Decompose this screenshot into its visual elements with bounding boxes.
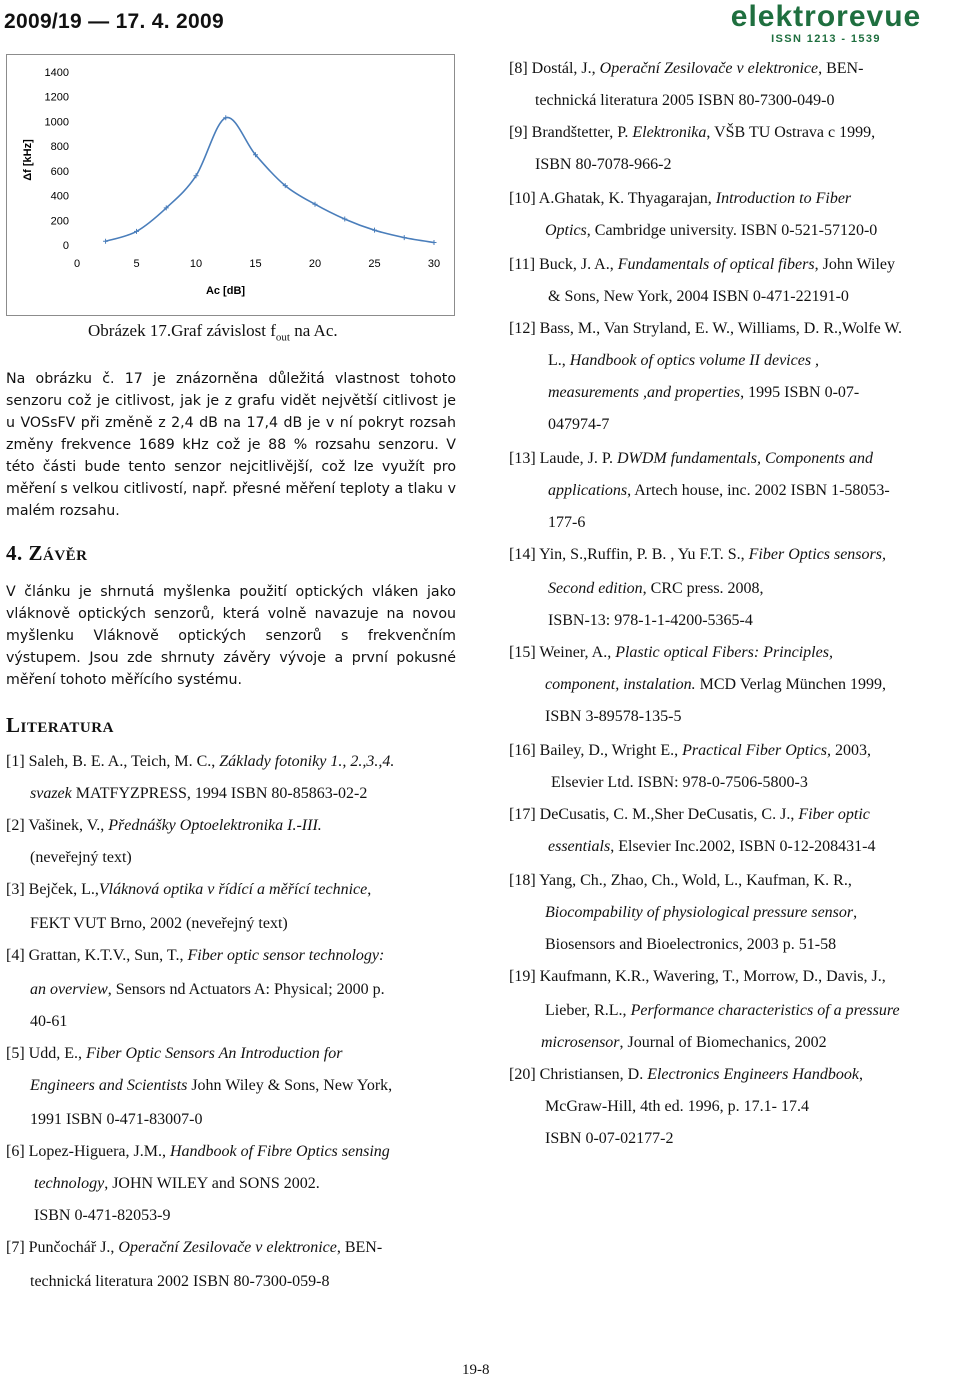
reference-text: ISBN 0-07-02177-2 bbox=[545, 1130, 674, 1147]
reference-text: Operační Zesilovače v elektronice bbox=[599, 60, 819, 77]
reference-text: Operační Zesilovače v elektronice bbox=[118, 1239, 337, 1256]
reference-line bbox=[545, 935, 836, 955]
reference-text: , JOHN WILEY and SONS 2002. bbox=[104, 1175, 320, 1192]
reference-text: , Journal of Biomechanics, 2002 bbox=[619, 1034, 827, 1051]
reference-text: ISBN 0-471-82053-9 bbox=[34, 1207, 171, 1224]
reference-text: ISBN 80-7078-966-2 bbox=[535, 156, 672, 173]
x-tick-label: 30 bbox=[427, 258, 441, 270]
reference-text: 40-61 bbox=[30, 1013, 68, 1030]
y-tick-label: 1400 bbox=[44, 67, 69, 79]
reference-line bbox=[34, 1206, 170, 1226]
reference-text: Biocompability of physiological pressure sensor bbox=[545, 904, 854, 921]
reference-text: Handbook of optics volume II devices , bbox=[569, 352, 820, 369]
y-tick-label: 600 bbox=[50, 165, 69, 178]
caption-suffix: na Ac. bbox=[289, 321, 338, 340]
section-heading-literature: Literatura bbox=[6, 713, 114, 737]
reference-text: [5] Udd, E., bbox=[6, 1045, 86, 1062]
reference-line bbox=[30, 1272, 329, 1292]
reference-line bbox=[535, 155, 671, 175]
reference-line bbox=[6, 1044, 342, 1064]
x-tick-label: 20 bbox=[308, 258, 322, 270]
reference-text: Fiber optic bbox=[798, 806, 870, 823]
reference-line bbox=[6, 1142, 390, 1162]
reference-line bbox=[30, 1110, 202, 1130]
reference-text: Introduction to Fiber bbox=[715, 190, 852, 207]
reference-text: Handbook of Fibre Optics sensing bbox=[169, 1143, 390, 1160]
reference-line bbox=[34, 1174, 320, 1194]
reference-line bbox=[548, 513, 585, 533]
series-line-0 bbox=[106, 117, 434, 242]
reference-text: [15] Weiner, A., bbox=[509, 644, 616, 661]
x-tick-label: 15 bbox=[249, 258, 262, 270]
data-point bbox=[342, 217, 347, 222]
reference-text: , bbox=[853, 904, 858, 921]
reference-text: Elsevier Ltd. ISBN: 978-0-7506-5800-3 bbox=[551, 774, 808, 791]
reference-text: Engineers and Scientists bbox=[30, 1077, 188, 1094]
reference-text: Fundamentals of optical fibers bbox=[617, 256, 815, 273]
reference-text: L., bbox=[548, 352, 570, 369]
caption-prefix: Obrázek 17.Graf závislost f bbox=[88, 321, 276, 340]
reference-text: , John Wiley bbox=[814, 256, 895, 273]
reference-text: Biosensors and Bioelectronics, 2003 p. 51-58 bbox=[545, 936, 837, 953]
reference-text: [1] Saleh, B. E. A., Teich, M. C., bbox=[6, 753, 220, 770]
figure-17-chart bbox=[6, 54, 455, 316]
reference-line bbox=[548, 383, 859, 403]
figure-caption bbox=[88, 321, 338, 343]
reference-line bbox=[6, 946, 384, 966]
reference-text: [9] Brandštetter, P. bbox=[509, 124, 633, 141]
reference-text: an overview bbox=[30, 981, 108, 998]
reference-text: [8] Dostál, J., bbox=[509, 60, 600, 77]
x-tick-label: 0 bbox=[73, 258, 81, 270]
reference-line bbox=[509, 871, 852, 891]
reference-text: Vláknová optika v řídící a měřící technice bbox=[98, 881, 368, 898]
reference-text: Practical Fiber Optics, bbox=[682, 742, 831, 759]
reference-line bbox=[509, 545, 886, 565]
reference-text: FEKT VUT Brno, 2002 (neveřejný text) bbox=[30, 915, 288, 932]
reference-line bbox=[30, 848, 132, 868]
reference-line bbox=[6, 1238, 382, 1258]
reference-line bbox=[545, 675, 886, 695]
data-point bbox=[432, 240, 437, 245]
reference-line bbox=[548, 351, 819, 371]
reference-line bbox=[551, 773, 808, 793]
reference-text: ISBN 3-89578-135-5 bbox=[545, 708, 682, 725]
reference-line bbox=[548, 415, 609, 435]
reference-line bbox=[509, 255, 895, 275]
reference-text: MATFYZPRESS, 1994 ISBN 80-85863-02-2 bbox=[71, 785, 368, 802]
reference-text: 2003, bbox=[830, 742, 871, 759]
y-axis-label: Δf [kHz] bbox=[22, 139, 34, 181]
page-number: 19-8 bbox=[462, 1362, 490, 1378]
reference-text: , bbox=[367, 881, 372, 898]
reference-text: 1991 ISBN 0-471-83007-0 bbox=[30, 1111, 203, 1128]
reference-line bbox=[509, 449, 873, 469]
reference-line bbox=[509, 741, 871, 761]
reference-line bbox=[545, 903, 857, 923]
elektrorevue-logo bbox=[712, 2, 940, 45]
reference-text: , BEN- bbox=[336, 1239, 383, 1256]
reference-text: 177-6 bbox=[548, 514, 586, 531]
issue-header: 2009/19 — 17. 4. 2009 bbox=[4, 10, 224, 33]
reference-text: component, instalation. bbox=[545, 676, 696, 693]
reference-text: microsensor bbox=[541, 1034, 620, 1051]
reference-line bbox=[30, 1012, 67, 1032]
reference-text: Second edition bbox=[548, 580, 643, 597]
paragraph-conclusion: V článku je shrnutá myšlenka použití optických vláken jako vláknově optických senzorů, která volně navazuje na novou myšlenku Vláknově optických senzorů s frekvenčním výstupem. Jsou zde shrnuty závěry vývoje a první pokusné měření tohoto měřícího systému. bbox=[6, 584, 456, 688]
caption-subscript: out bbox=[275, 331, 290, 344]
reference-text: Elektronika bbox=[632, 124, 707, 141]
reference-text: essentials bbox=[548, 838, 611, 855]
reference-text: , Sensors nd Actuators A: Physical; 2000 p. bbox=[107, 981, 385, 998]
reference-line bbox=[548, 481, 890, 501]
reference-line bbox=[545, 1001, 900, 1021]
x-tick-label: 5 bbox=[133, 258, 140, 270]
reference-text: Performance characteristics of a pressure bbox=[630, 1002, 900, 1019]
y-tick-label: 800 bbox=[50, 141, 69, 154]
x-axis-label: Ac [dB] bbox=[205, 285, 246, 297]
reference-line bbox=[30, 1076, 392, 1096]
reference-line bbox=[541, 1033, 827, 1053]
reference-line bbox=[509, 59, 863, 79]
reference-text: [3] Bejček, L., bbox=[6, 881, 99, 898]
reference-text: McGraw-Hill, 4th ed. 1996, p. 17.1- 17.4 bbox=[545, 1098, 809, 1115]
reference-text: [18] Yang, Ch., Zhao, Ch., Wold, L., Kaufman, K. R., bbox=[509, 872, 852, 889]
reference-line bbox=[30, 784, 367, 804]
reference-text: svazek bbox=[30, 785, 72, 802]
reference-line bbox=[545, 1129, 673, 1149]
reference-text: ISBN-13: 978-1-1-4200-5365-4 bbox=[548, 612, 753, 629]
data-point bbox=[402, 235, 407, 240]
reference-text: applications bbox=[548, 482, 628, 499]
x-tick-label: 10 bbox=[189, 258, 203, 270]
reference-text: [11] Buck, J. A., bbox=[509, 256, 618, 273]
reference-text: , 1995 ISBN 0-07- bbox=[740, 384, 860, 401]
reference-line bbox=[6, 880, 371, 900]
reference-text: Plastic optical Fibers: Principles, bbox=[615, 644, 833, 661]
reference-text: Fiber optic sensor technology: bbox=[187, 947, 385, 964]
reference-text: [17] DeCusatis, C. M.,Sher DeCusatis, C. J., bbox=[509, 806, 799, 823]
reference-text: , BEN- bbox=[818, 60, 864, 77]
data-point bbox=[372, 228, 377, 233]
logo-issn: ISSN 1213 - 1539 bbox=[771, 33, 881, 45]
reference-text: [10] A.Ghatak, K. Thyagarajan, bbox=[509, 190, 716, 207]
reference-line bbox=[545, 1097, 809, 1117]
reference-line bbox=[548, 837, 876, 857]
reference-text: , Cambridge university. ISBN 0-521-57120-0 bbox=[586, 222, 878, 239]
reference-line bbox=[509, 123, 875, 143]
reference-text: (neveřejný text) bbox=[30, 849, 132, 866]
reference-text: [16] Bailey, D., Wright E., bbox=[509, 742, 683, 759]
reference-text: technická literatura 2005 ISBN 80-7300-049-0 bbox=[535, 92, 835, 109]
reference-text: measurements ,and properties bbox=[548, 384, 741, 401]
reference-line bbox=[509, 805, 870, 825]
y-tick-label: 0 bbox=[62, 240, 69, 252]
reference-text: DWDM fundamentals, Components and bbox=[616, 450, 873, 467]
reference-text: [14] Yin, S.,Ruffin, P. B. , Yu F.T. S., bbox=[509, 546, 749, 563]
data-point bbox=[103, 239, 108, 244]
x-tick-label: 25 bbox=[368, 258, 381, 270]
paragraph-sensitivity: Na obrázku č. 17 je znázorněna důležitá vlastnost tohoto senzoru což je citlivost, jak je z grafu vidět největší citlivost je u VOSsFV při změně z 2,4 dB na 17,4 dB je v ní pokryt rozsah změny frekvence 1689 kHz což je 88 % rozsahu senzoru. V této části bude tento senzor nejcitlivější, což lze využít pro měření s velkou citlivostí, např. přesné měření teploty a tlaku v malém rozsahu. bbox=[6, 371, 456, 519]
reference-text: , VŠB TU Ostrava c 1999, bbox=[706, 124, 876, 141]
y-tick-label: 1000 bbox=[44, 116, 69, 129]
reference-text: Přednášky Optoelektronika I.-III. bbox=[108, 817, 322, 834]
reference-text: Lieber, R.L., bbox=[545, 1002, 631, 1019]
reference-line bbox=[6, 752, 394, 772]
chart-svg bbox=[7, 55, 454, 315]
reference-line bbox=[548, 287, 849, 307]
reference-text: , Artech house, inc. 2002 ISBN 1-58053- bbox=[627, 482, 890, 499]
reference-line bbox=[548, 579, 764, 599]
section-heading-conclusion: 4. Závěr bbox=[6, 541, 88, 565]
reference-line bbox=[509, 1065, 863, 1085]
reference-line bbox=[535, 91, 834, 111]
y-tick-label: 1200 bbox=[44, 91, 69, 104]
reference-line bbox=[509, 189, 851, 209]
reference-text: 047974-7 bbox=[548, 416, 610, 433]
reference-line bbox=[6, 816, 322, 836]
reference-line bbox=[509, 643, 833, 663]
reference-line bbox=[30, 914, 288, 934]
reference-text: [4] Grattan, K.T.V., Sun, T., bbox=[6, 947, 188, 964]
reference-line bbox=[548, 611, 753, 631]
y-tick-label: 200 bbox=[50, 215, 69, 228]
reference-text: Fiber Optic Sensors An Introduction for bbox=[85, 1045, 343, 1062]
reference-text: Fiber Optics sensors, bbox=[748, 546, 886, 563]
reference-text: Electronics Engineers Handbook bbox=[647, 1066, 860, 1083]
reference-line bbox=[545, 707, 681, 727]
reference-text: [13] Laude, J. P. bbox=[509, 450, 617, 467]
logo-wordmark: elektrorevue bbox=[730, 0, 922, 33]
reference-text: [6] Lopez-Higuera, J.M., bbox=[6, 1143, 170, 1160]
reference-text: [20] Christiansen, D. bbox=[509, 1066, 648, 1083]
reference-line bbox=[30, 980, 385, 1000]
reference-text: [19] Kaufmann, K.R., Wavering, T., Morrow, D., Davis, J., bbox=[509, 968, 886, 985]
reference-text: [7] Punčochář J., bbox=[6, 1239, 119, 1256]
reference-text: Optics bbox=[545, 222, 587, 239]
reference-text: Základy fotoniky 1., 2.,3.,4. bbox=[219, 753, 395, 770]
reference-text: MCD Verlag München 1999, bbox=[695, 676, 887, 693]
reference-text: [12] Bass, M., Van Stryland, E. W., Williams, D. R.,Wolfe W. bbox=[509, 320, 903, 337]
reference-text: , CRC press. 2008, bbox=[642, 580, 764, 597]
reference-text: [2] Vašinek, V., bbox=[6, 817, 109, 834]
y-tick-label: 400 bbox=[50, 190, 69, 203]
reference-text: John Wiley & Sons, New York, bbox=[187, 1077, 393, 1094]
reference-text: technická literatura 2002 ISBN 80-7300-059-8 bbox=[30, 1273, 330, 1290]
reference-line bbox=[509, 967, 886, 987]
reference-text: & Sons, New York, 2004 ISBN 0-471-22191-0 bbox=[548, 288, 849, 305]
reference-line bbox=[509, 319, 902, 339]
reference-text: technology bbox=[34, 1175, 105, 1192]
reference-line bbox=[545, 221, 877, 241]
reference-text: , bbox=[859, 1066, 864, 1083]
reference-text: , Elsevier Inc.2002, ISBN 0-12-208431-4 bbox=[610, 838, 876, 855]
